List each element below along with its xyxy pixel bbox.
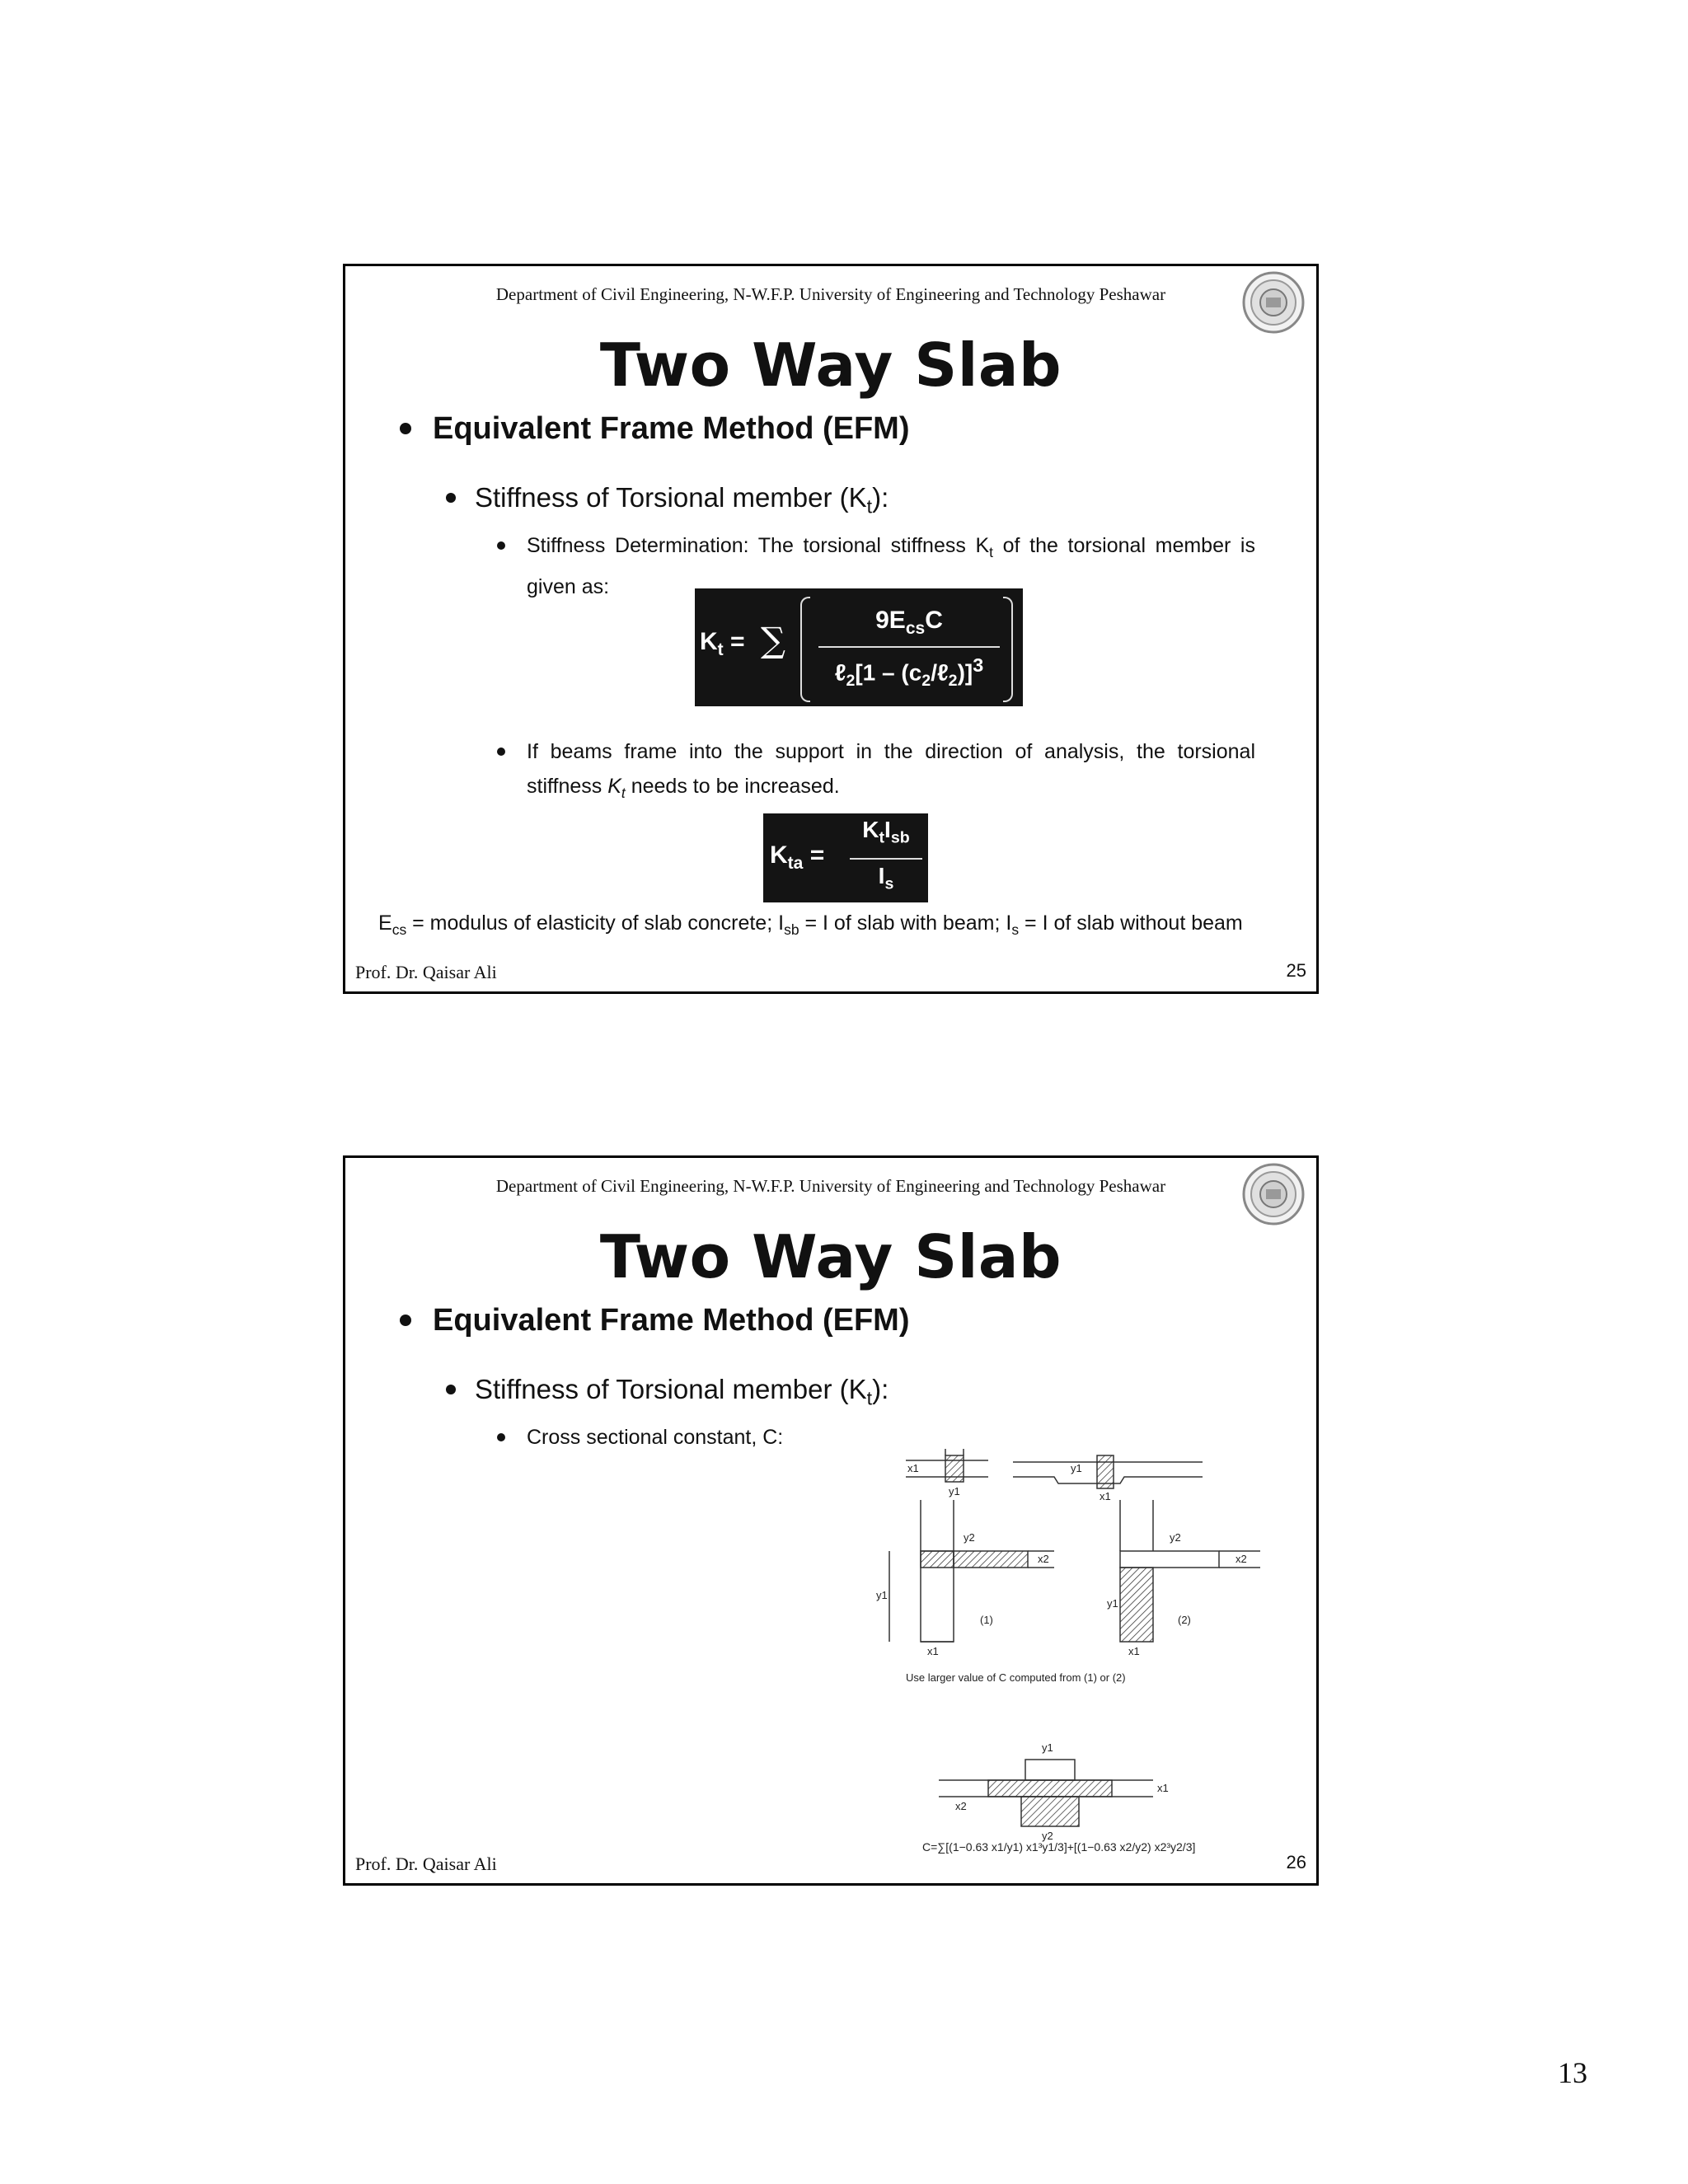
- university-seal-icon: [1240, 269, 1306, 335]
- svg-text:y1: y1: [1107, 1597, 1118, 1610]
- bullet-dot: [400, 1315, 411, 1326]
- slide-title: Two Way Slab: [599, 330, 1062, 400]
- department-header: Department of Civil Engineering, N-W.F.P. University of Engineering and Technology Peshawar: [495, 284, 1166, 304]
- svg-text:y1: y1: [876, 1589, 888, 1601]
- slide-title: Two Way Slab: [599, 1222, 1062, 1291]
- page-number: 13: [1558, 2056, 1587, 2089]
- svg-text:y1: y1: [1071, 1462, 1082, 1474]
- bullet-torsional-stiffness: [446, 482, 889, 518]
- svg-text:x1: x1: [927, 1645, 939, 1657]
- department-header: Department of Civil Engineering, N-W.F.P. University of Engineering and Technology Peshawar: [495, 1176, 1166, 1196]
- cross-sectional-text: Cross sectional constant, C:: [527, 1426, 784, 1449]
- stiffness-determination-text: Stiffness Determination: The torsional stiffness $K_t$ of the torsional member is given as:: [527, 534, 1255, 598]
- bullet-dot: [497, 1433, 505, 1441]
- cross-section-diagram: [873, 1442, 1334, 1854]
- svg-text:x2: x2: [1236, 1553, 1247, 1565]
- bullet-dot: [497, 748, 505, 756]
- svg-text:y2: y2: [1170, 1531, 1181, 1544]
- svg-text:y2: y2: [1042, 1830, 1053, 1842]
- bullet-efm: [400, 1303, 909, 1338]
- svg-text:x1: x1: [1157, 1782, 1169, 1794]
- svg-text:x2: x2: [955, 1800, 967, 1812]
- svg-text:x1: x1: [1100, 1490, 1111, 1502]
- diagram-label-y1: y1: [949, 1485, 960, 1497]
- bullet-dot: [446, 1385, 456, 1394]
- bullet-cross-sectional-constant: [497, 1420, 843, 1455]
- bullet-beams-frame: [497, 734, 1255, 810]
- svg-text:x1: x1: [1128, 1645, 1140, 1657]
- bullet-dot: [446, 493, 456, 503]
- case-2-label: (2): [1178, 1614, 1191, 1626]
- slide-number: 25: [1286, 960, 1306, 981]
- bullet-efm-text: Equivalent Frame Method (EFM): [433, 411, 910, 446]
- beams-frame-text: If beams frame into the support in the direction of analysis, the torsional stiffness $K_t$ needs to be increased.: [527, 740, 1255, 801]
- definitions-note: $E_{cs}$ = modulus of elasticity of slab concrete; $I_{sb} = I$ of slab with beam; $I_s = I$ of slab without beam: [378, 912, 1243, 938]
- svg-text:x2: x2: [1038, 1553, 1049, 1565]
- diagram-formula: C=∑[(1−0.63 x1/y1) x1³y1/3]+[(1−0.63 x2/y2) x2³y2/3]: [922, 1840, 1196, 1854]
- bullet-dot: [497, 541, 505, 550]
- footer-author: Prof. Dr. Qaisar Ali: [355, 962, 497, 982]
- bullet-torsional-text: Stiffness of Torsional member $(K_t)$:: [475, 482, 889, 518]
- equation-kta: $K_{ta}$ = $K_tI_{sb}$ $I_s$: [763, 813, 928, 902]
- svg-text:y2: y2: [964, 1531, 975, 1544]
- bullet-torsional-text: Stiffness of Torsional member $(K_t)$:: [475, 1374, 889, 1409]
- bullet-torsional-stiffness: [446, 1374, 889, 1410]
- case-1-label: (1): [980, 1614, 993, 1626]
- slide-number: 26: [1286, 1852, 1306, 1872]
- university-seal-icon: [1240, 1161, 1306, 1227]
- footer-author: Prof. Dr. Qaisar Ali: [355, 1854, 497, 1874]
- bullet-efm-text: Equivalent Frame Method (EFM): [433, 1303, 910, 1338]
- diagram-caption: Use larger value of C computed from (1) or (2): [906, 1671, 1126, 1684]
- slide-25: [343, 264, 1319, 994]
- slide-26: [343, 1155, 1319, 1886]
- diagram-label-x1: x1: [907, 1462, 919, 1474]
- equation-kt: $K_t$ = ∑ $9E_{cs}C$ ℓ$_2$[1 – $(c_2/\ell_2)]^3$: [695, 588, 1023, 706]
- bullet-dot: [400, 423, 411, 434]
- svg-text:y1: y1: [1042, 1741, 1053, 1754]
- bullet-efm: [400, 411, 909, 447]
